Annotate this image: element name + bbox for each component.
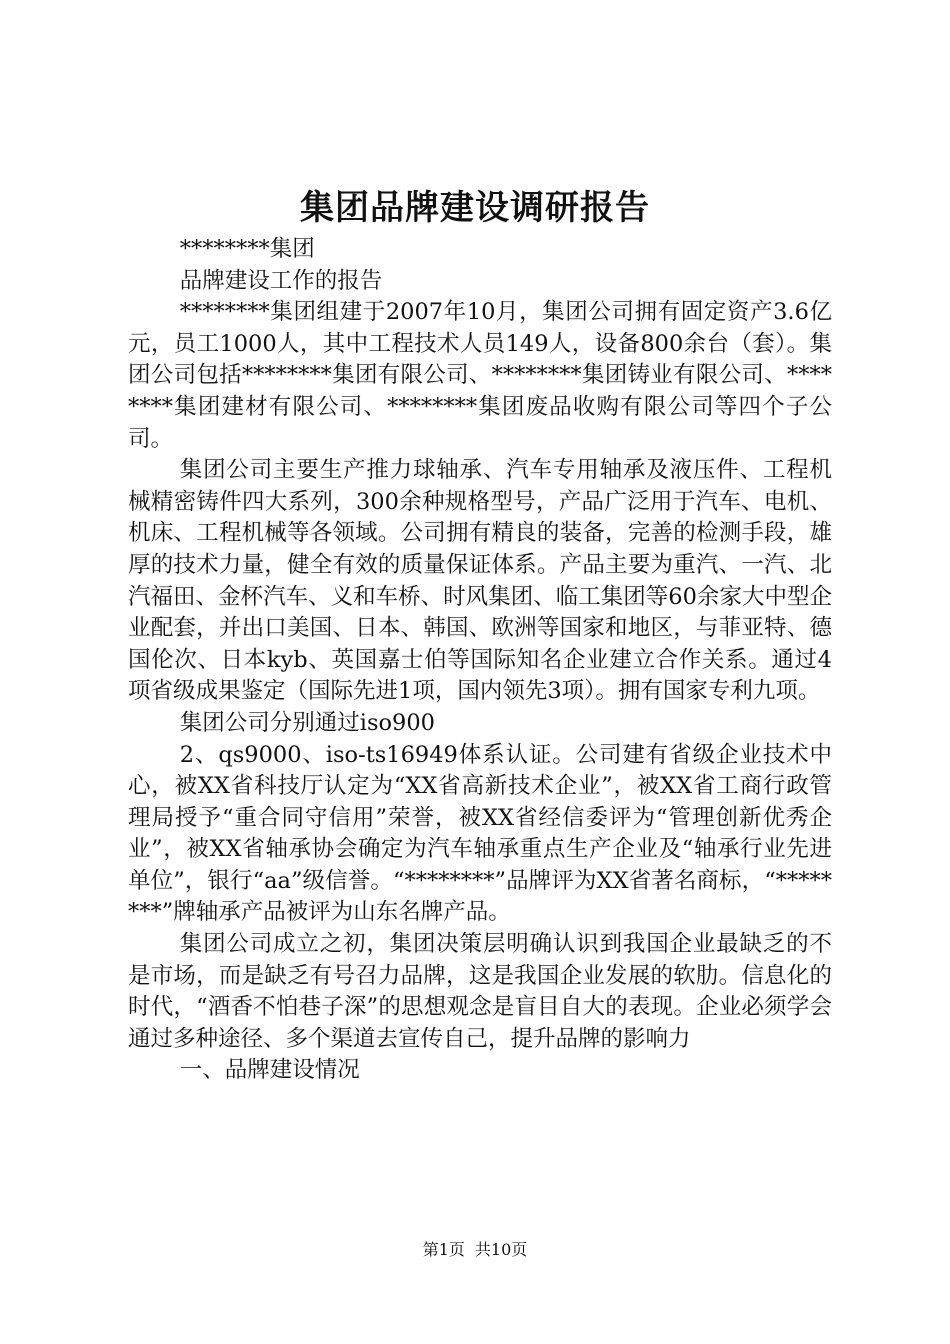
page-number: 第1页 — [422, 1240, 465, 1259]
section-heading-brand-status: 一、品牌建设情况 — [179, 1057, 360, 1084]
paragraph-company-overview: ********集团组建于2007年10月，集团公司拥有固定资产3.6亿元，员工1000人，其中工程技术人员149人，设备800余台（套）。集团公司包括********集团有限公司、********集团铸业有限公司、********集团建材有限公司、********集团废品收购有限公司等四个子公司。 — [128, 299, 832, 452]
paragraph-products: 集团公司主要生产推力球轴承、汽车专用轴承及液压件、工程机械精密铸件四大系列，300余种规格型号，产品广泛用于汽车、电机、机床、工程机械等各领域。公司拥有精良的装备，完善的检测手段，雄厚的技术力量，健全有效的质量保证体系。产品主要为重汽、一汽、北汽福田、金杯汽车、义和车桥、时风集团、临工集团等60余家大中型企业配套，并出口美国、日本、韩国、欧洲等国家和地区，与菲亚特、德国伦次、日本kyb、英国嘉士伯等国际知名企业建立合作关系。通过4项省级成果鉴定（国际先进1项，国内领先3项）。拥有国家专利九项。 — [128, 457, 832, 705]
page-total: 共10页 — [474, 1240, 528, 1259]
page-footer — [0, 1238, 950, 1262]
document-title: 集团品牌建设调研报告 — [300, 188, 650, 228]
report-subtitle-line: 品牌建设工作的报告 — [179, 267, 383, 294]
org-name-line: ********集团 — [179, 236, 315, 262]
document-body — [128, 234, 832, 1087]
paragraph-certifications: 2、qs9000、iso-ts16949体系认证。公司建有省级企业技术中心，被XX省科技厅认定为“XX省高新技术企业”，被XX省工商行政管理局授予“重合同守信用”荣誉，被XX省经信委评为“管理创新优秀企业”，被XX省轴承协会确定为汽车轴承重点生产企业及“轴承行业先进单位”，银行“aa”级信誉。“********”品牌评为XX省著名商标，“********”牌轴承产品被评为山东名牌产品。 — [128, 741, 832, 926]
paragraph-certification-intro: 集团公司分别通过iso900 — [179, 709, 435, 736]
paragraph-brand-awareness: 集团公司成立之初，集团决策层明确认识到我国企业最缺乏的不是市场，而是缺乏有号召力品牌，这是我国企业发展的软肋。信息化的时代，“酒香不怕巷子深”的思想观念是盲目自大的表现。企业必须学会通过多种途径、多个渠道去宣传自己，提升品牌的影响力 — [128, 931, 832, 1052]
